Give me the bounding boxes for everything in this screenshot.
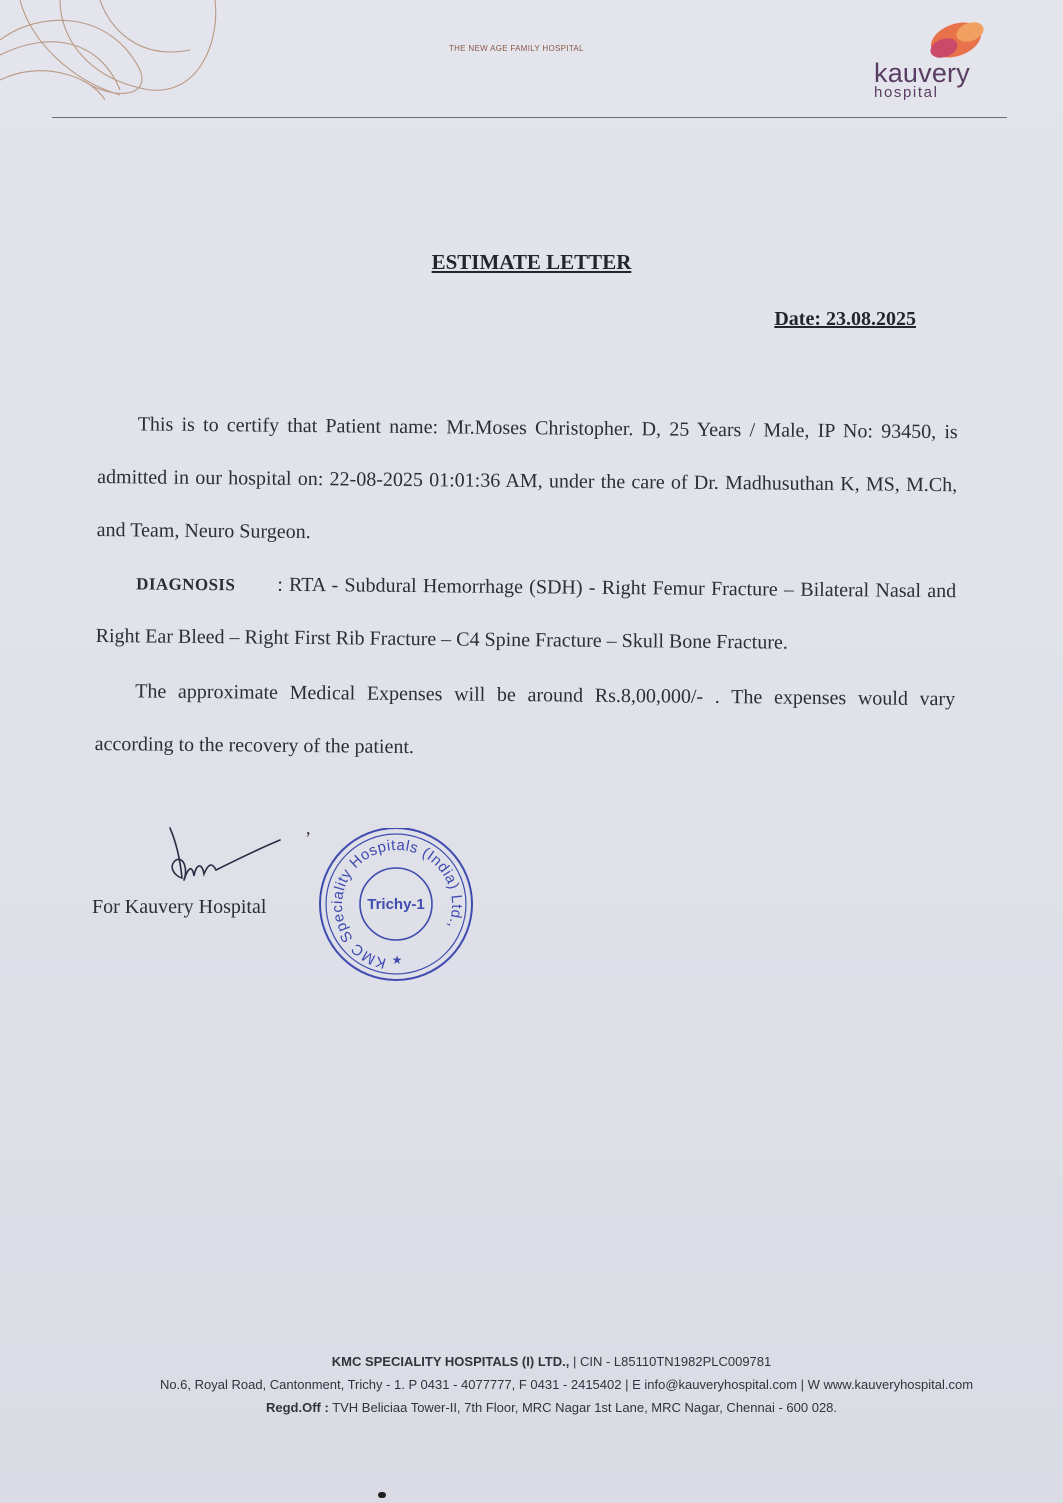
sign-off-text: For Kauvery Hospital <box>92 896 267 918</box>
footer-registered-office <box>40 1400 1063 1415</box>
letter-body <box>94 398 958 779</box>
hospital-seal-stamp <box>317 828 477 983</box>
paper-speck <box>378 1492 386 1498</box>
footer-regd-address: TVH Beliciaa Tower-II, 7th Floor, MRC Nagar 1st Lane, MRC Nagar, Chennai - 600 028. <box>332 1400 838 1415</box>
decorative-swirl-graphic <box>0 0 240 110</box>
letterhead-footer <box>0 1354 1063 1415</box>
stamp-inner-text: Trichy-1 <box>367 896 425 913</box>
logo-subtext: hospital <box>874 84 939 101</box>
diagnosis-label: DIAGNOSIS <box>136 574 236 595</box>
certification-paragraph: This is to certify that Patient name: Mr.Moses Christopher. D, 25 Years / Male, IP No: 93450, is admitted in our hospital on: 22-08-2025 01:01:36 AM, under the care of Dr. Madhusuthan K, MS, M.Ch, and Team, Neuro Surgeon. <box>96 413 958 544</box>
kauvery-logo <box>870 18 1000 108</box>
stamp-star-icon: ★ <box>391 953 403 967</box>
footer-company-line <box>40 1354 1063 1369</box>
footer-address: No.6, Royal Road, Cantonment, Trichy - 1. P 0431 - 4077777, F 0431 - 2415402 | E info@kauveryhospital.com | W www.kauveryhospital.com <box>159 1377 974 1392</box>
hospital-tagline: THE NEW AGE FAMILY HOSPITAL <box>449 44 584 53</box>
letter-title: ESTIMATE LETTER <box>431 250 632 274</box>
expenses-paragraph: The approximate Medical Expenses will be around Rs.8,00,000/- . The expenses would vary according to the recovery of the patient. <box>94 680 956 759</box>
logo-wordmark: kauvery <box>874 58 970 88</box>
ink-mark: , <box>306 818 311 838</box>
footer-company-name: KMC SPECIALITY HOSPITALS (I) LTD., <box>331 1354 570 1369</box>
handwritten-signature <box>156 820 296 895</box>
footer-regd-label: Regd.Off : <box>265 1400 329 1415</box>
footer-cin: | CIN - L85110TN1982PLC009781 <box>572 1354 772 1369</box>
header-divider <box>52 117 1007 118</box>
stamp-outer-text: KMC Speciality Hospitals (India) Ltd., <box>328 836 466 972</box>
diagnosis-text: : RTA - Subdural Hemorrhage (SDH) - Right Femur Fracture – Bilateral Nasal and Right Ear Bleed – Right First Rib Fracture – C4 Spine Fracture – Skull Bone Fracture. <box>95 573 957 654</box>
letter-date: Date: 23.08.2025 <box>774 308 916 330</box>
diagnosis-paragraph <box>95 557 956 671</box>
